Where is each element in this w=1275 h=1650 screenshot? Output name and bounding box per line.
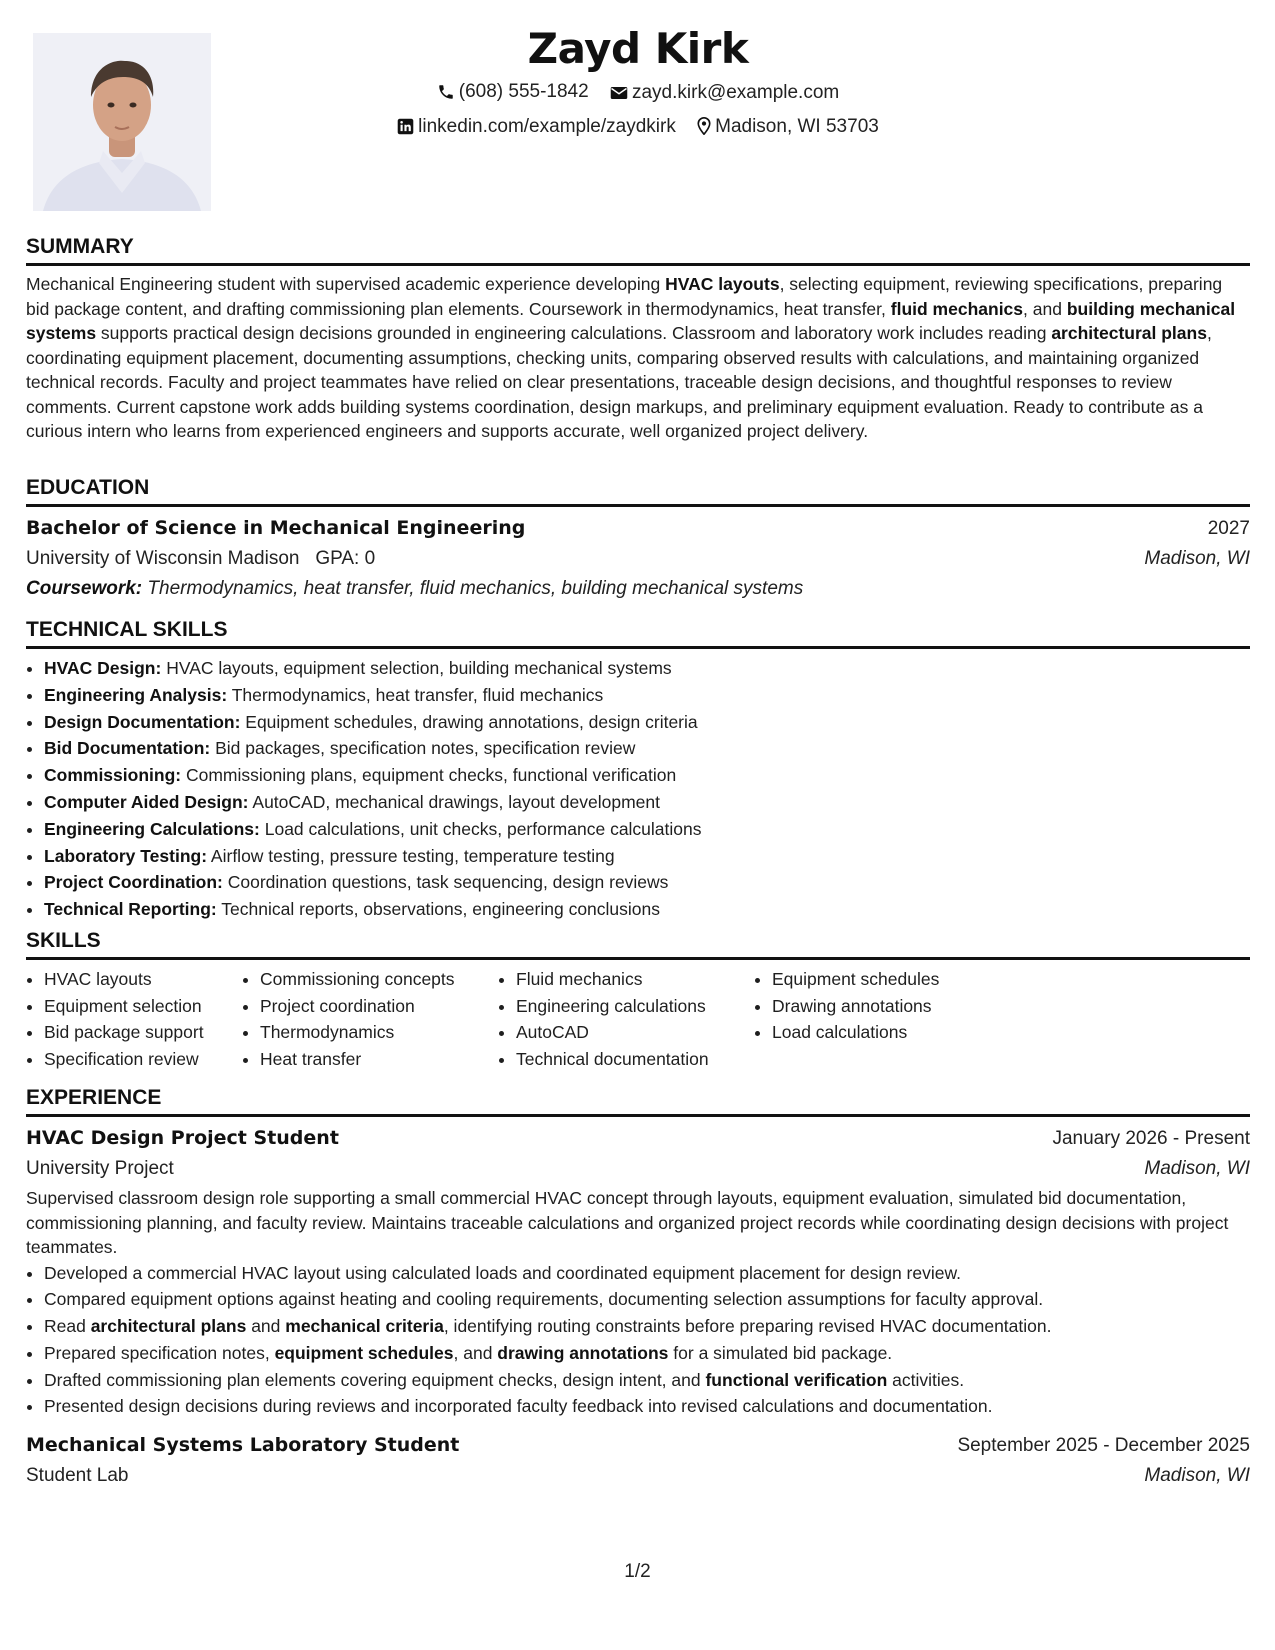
education-row-1 bbox=[26, 513, 1250, 544]
summary-section bbox=[26, 234, 1250, 444]
map-pin-icon bbox=[697, 117, 711, 135]
list-item: • Project Coordination: Coordination questions, task sequencing, design reviews bbox=[44, 869, 1250, 896]
email-contact[interactable] bbox=[610, 77, 839, 108]
education-title: EDUCATION bbox=[26, 475, 1250, 507]
experience-section bbox=[26, 1085, 1250, 1491]
list-item: • Engineering calculations bbox=[516, 993, 754, 1020]
graduation-year: 2027 bbox=[1207, 518, 1250, 539]
skills-column-3 bbox=[498, 966, 754, 1072]
job-1-subheader bbox=[26, 1154, 1250, 1184]
job-entry-1 bbox=[26, 1123, 1250, 1420]
summary-text: Mechanical Engineering student with supervised academic experience developing HVAC layouts, selecting equipment, reviewing specifications, preparing bid package content, and drafting commissioning plan elements. Coursework in thermodynamics, heat transfer, fluid mechanics, and building mechanical systems supports practical design decisions grounded in engineering calculations. Classroom and laboratory work includes reading architectural plans, coordinating equipment placement, documenting assumptions, checking units, comparing observed results with calculations, and maintaining organized technical records. Faculty and project teammates have relied on clear presentations, traceable design decisions, and thoughtful responses to review comments. Current capstone work adds building systems coordination, design markups, and preliminary equipment evaluation. Ready to contribute as a curious intern who learns from experienced engineers and supports accurate, well organized project delivery. bbox=[26, 274, 1236, 441]
skills-title: SKILLS bbox=[26, 928, 1250, 960]
list-item: • Engineering Analysis: Thermodynamics, heat transfer, fluid mechanics bbox=[44, 682, 1250, 709]
education-section bbox=[26, 475, 1250, 604]
list-item: • Equipment schedules bbox=[772, 966, 1032, 993]
list-item: • Developed a commercial HVAC layout using calculated loads and coordinated equipment placement for design review. bbox=[44, 1260, 1250, 1287]
list-item: • Fluid mechanics bbox=[516, 966, 754, 993]
list-item: • HVAC layouts bbox=[44, 966, 242, 993]
list-item: • Load calculations bbox=[772, 1019, 1032, 1046]
location-contact bbox=[697, 111, 879, 142]
resume-header bbox=[26, 22, 1250, 145]
list-item: • Specification review bbox=[44, 1046, 242, 1073]
skills-column-1 bbox=[26, 966, 242, 1072]
skills-grid bbox=[26, 966, 1250, 1072]
list-item: • Laboratory Testing: Airflow testing, pressure testing, temperature testing bbox=[44, 843, 1250, 870]
job-org: Student Lab bbox=[26, 1465, 129, 1487]
coursework-label: Coursework: bbox=[26, 578, 143, 599]
contact-line-2 bbox=[26, 111, 1250, 146]
list-item: • Computer Aided Design: AutoCAD, mechanical drawings, layout development bbox=[44, 789, 1250, 816]
list-item: • Engineering Calculations: Load calculations, unit checks, performance calculations bbox=[44, 816, 1250, 843]
job-dates: January 2026 - Present bbox=[1052, 1128, 1250, 1149]
job-dates: September 2025 - December 2025 bbox=[957, 1435, 1250, 1457]
list-item: • Bid package support bbox=[44, 1019, 242, 1046]
job-2-subheader bbox=[26, 1461, 1250, 1491]
school-line bbox=[26, 544, 375, 574]
education-row-2 bbox=[26, 544, 1250, 574]
linkedin-contact[interactable] bbox=[397, 111, 676, 142]
list-item: • Commissioning concepts bbox=[260, 966, 498, 993]
resume-page bbox=[26, 0, 1250, 1650]
linkedin-text[interactable]: linkedin.com/example/zaydkirk bbox=[418, 116, 676, 137]
list-item: • Presented design decisions during reviews and incorporated faculty feedback into revised calculations and documentation. bbox=[44, 1393, 1250, 1420]
technical-skills-title: TECHNICAL SKILLS bbox=[26, 617, 1250, 649]
school-location: Madison, WI bbox=[1144, 548, 1250, 569]
job-2-header bbox=[26, 1430, 1250, 1461]
list-item: • AutoCAD bbox=[516, 1019, 754, 1046]
job-1-header bbox=[26, 1123, 1250, 1154]
phone-text: (608) 555-1842 bbox=[458, 81, 589, 102]
location-text: Madison, WI 53703 bbox=[715, 115, 879, 137]
skills-column-2 bbox=[242, 966, 498, 1072]
job-entry-2 bbox=[26, 1430, 1250, 1491]
school-name: University of Wisconsin Madison bbox=[26, 548, 300, 569]
job-title: HVAC Design Project Student bbox=[26, 1127, 339, 1149]
technical-skills-list bbox=[26, 655, 1250, 923]
experience-title: EXPERIENCE bbox=[26, 1085, 1250, 1117]
job-location: Madison, WI bbox=[1144, 1465, 1250, 1487]
job-description: Supervised classroom design role supporting a small commercial HVAC concept through layouts, equipment evaluation, simulated bid documentation, commissioning planning, and faculty review. Maintains traceable calculations and organized project records while coordinating design decisions with project teammates. bbox=[26, 1188, 1229, 1257]
list-item: • Design Documentation: Equipment schedules, drawing annotations, design criteria bbox=[44, 709, 1250, 736]
technical-skills-section bbox=[26, 617, 1250, 923]
list-item: • Thermodynamics bbox=[260, 1019, 498, 1046]
list-item: • Commissioning: Commissioning plans, equipment checks, functional verification bbox=[44, 762, 1250, 789]
summary-title: SUMMARY bbox=[26, 234, 1250, 266]
job-bullets bbox=[26, 1260, 1250, 1421]
skills-column-4 bbox=[754, 966, 1032, 1072]
list-item: • Drafted commissioning plan elements covering equipment checks, design intent, and functional verification activities. bbox=[44, 1367, 1250, 1394]
list-item: • Equipment selection bbox=[44, 993, 242, 1020]
list-item: • Compared equipment options against heating and cooling requirements, documenting selection assumptions for faculty approval. bbox=[44, 1286, 1250, 1313]
coursework-text: Thermodynamics, heat transfer, fluid mechanics, building mechanical systems bbox=[142, 578, 804, 599]
list-item: • Technical documentation bbox=[516, 1046, 754, 1073]
email-text[interactable]: zayd.kirk@example.com bbox=[631, 82, 840, 103]
phone-icon bbox=[437, 83, 455, 101]
phone-contact bbox=[437, 76, 589, 107]
envelope-icon bbox=[610, 85, 628, 101]
list-item: • HVAC Design: HVAC layouts, equipment selection, building mechanical systems bbox=[44, 655, 1250, 682]
list-item: • Prepared specification notes, equipment schedules, and drawing annotations for a simulated bid package. bbox=[44, 1340, 1250, 1367]
job-org: University Project bbox=[26, 1158, 174, 1179]
degree-name: Bachelor of Science in Mechanical Engineering bbox=[26, 517, 526, 539]
linkedin-icon bbox=[397, 118, 414, 135]
contact-line-1 bbox=[26, 76, 1250, 111]
list-item: • Technical Reporting: Technical reports, observations, engineering conclusions bbox=[44, 896, 1250, 923]
list-item: • Read architectural plans and mechanical criteria, identifying routing constraints before preparing revised HVAC documentation. bbox=[44, 1313, 1250, 1340]
page-number: 1/2 bbox=[624, 1561, 651, 1582]
skills-section bbox=[26, 928, 1250, 1072]
list-item: • Bid Documentation: Bid packages, specification notes, specification review bbox=[44, 735, 1250, 762]
list-item: • Project coordination bbox=[260, 993, 498, 1020]
candidate-name: Zayd Kirk bbox=[527, 24, 749, 73]
gpa: GPA: 0 bbox=[315, 548, 376, 569]
job-location: Madison, WI bbox=[1144, 1158, 1250, 1179]
list-item: • Heat transfer bbox=[260, 1046, 498, 1073]
job-title: Mechanical Systems Laboratory Student bbox=[26, 1434, 460, 1457]
coursework-line bbox=[26, 574, 1250, 604]
list-item: • Drawing annotations bbox=[772, 993, 1032, 1020]
